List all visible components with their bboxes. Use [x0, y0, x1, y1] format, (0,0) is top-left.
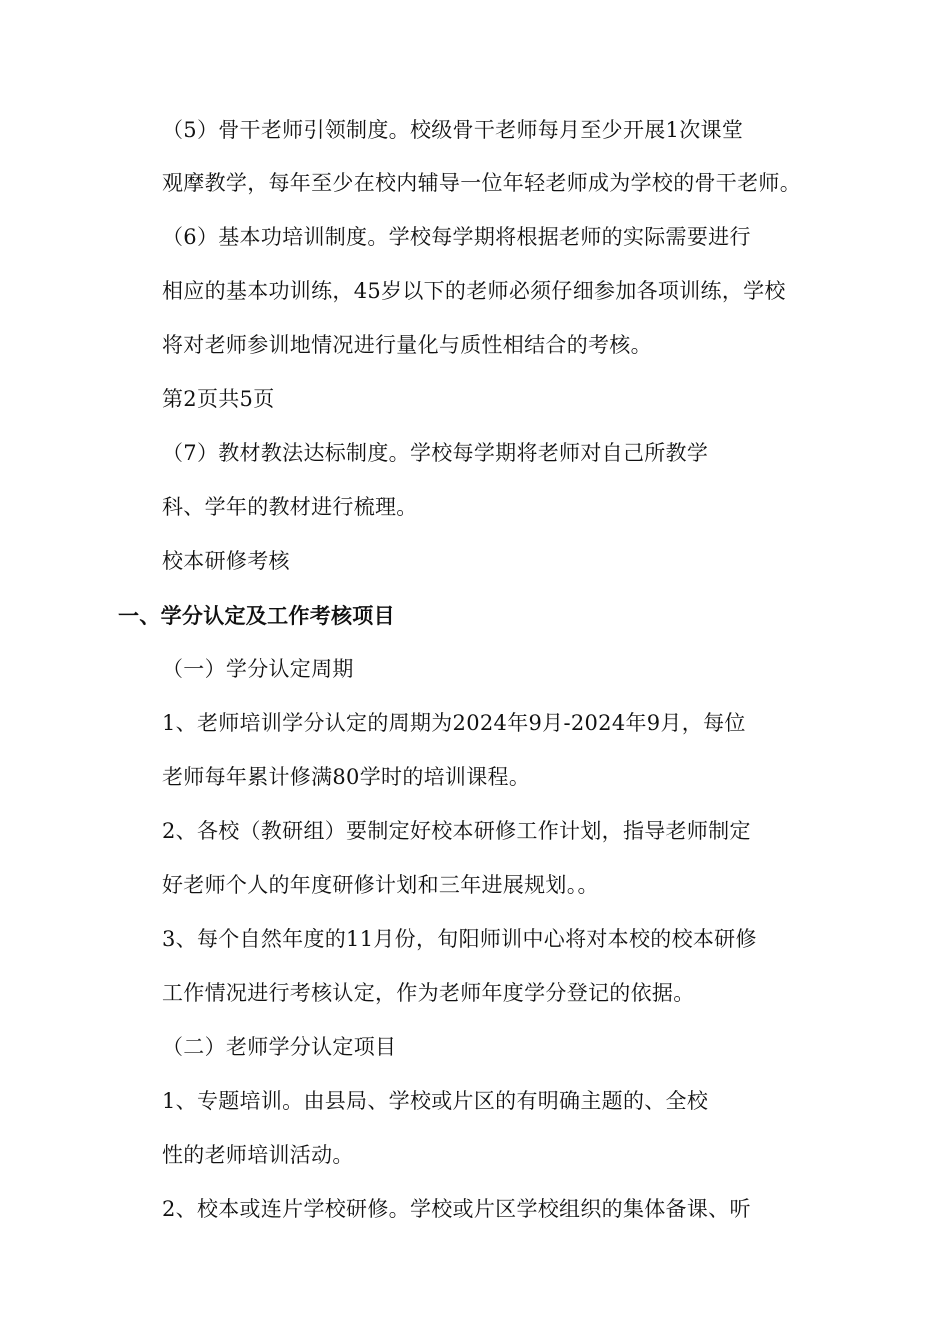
paragraph-line: 性的老师培训活动。 [162, 1143, 354, 1167]
paragraph-line: （6）基本功培训制度。学校每学期将根据老师的实际需要进行 [162, 225, 751, 249]
paragraph-line: 1、老师培训学分认定的周期为2024年9月-2024年9月，每位 [162, 711, 746, 735]
subsection-heading: （一）学分认定周期 [162, 657, 354, 681]
paragraph-line: 2、各校（教研组）要制定好校本研修工作计划，指导老师制定 [162, 819, 751, 843]
paragraph-line: 好老师个人的年度研修计划和三年进展规划。。 [162, 873, 599, 897]
paragraph-line: 2、校本或连片学校研修。学校或片区学校组织的集体备课、听 [162, 1197, 751, 1221]
paragraph-line: 3、每个自然年度的11月份，旬阳师训中心将对本校的校本研修 [162, 927, 757, 951]
paragraph-line: 科、学年的教材进行梳理。 [162, 495, 418, 519]
subsection-heading: （二）老师学分认定项目 [162, 1035, 397, 1059]
paragraph-line: 观摩教学，每年至少在校内辅导一位年轻老师成为学校的骨干老师。 [162, 171, 801, 195]
paragraph-line: （5）骨干老师引领制度。校级骨干老师每月至少开展1次课堂 [162, 118, 744, 142]
paragraph-line: 工作情况进行考核认定，作为老师年度学分登记的依据。 [162, 981, 695, 1005]
paragraph-line: 相应的基本功训练，45岁以下的老师必须仔细参加各项训练，学校 [162, 279, 786, 303]
paragraph-line: 将对老师参训地情况进行量化与质性相结合的考核。 [162, 333, 652, 357]
paragraph-line: （7）教材教法达标制度。学校每学期将老师对自己所教学 [162, 441, 709, 465]
page-number-text: 第2页共5页 [162, 387, 275, 411]
section-title: 校本研修考核 [162, 549, 290, 573]
section-heading: 一、学分认定及工作考核项目 [118, 604, 395, 628]
paragraph-line: 老师每年累计修满80学时的培训课程。 [162, 765, 531, 789]
paragraph-line: 1、专题培训。由县局、学校或片区的有明确主题的、全校 [162, 1089, 709, 1113]
